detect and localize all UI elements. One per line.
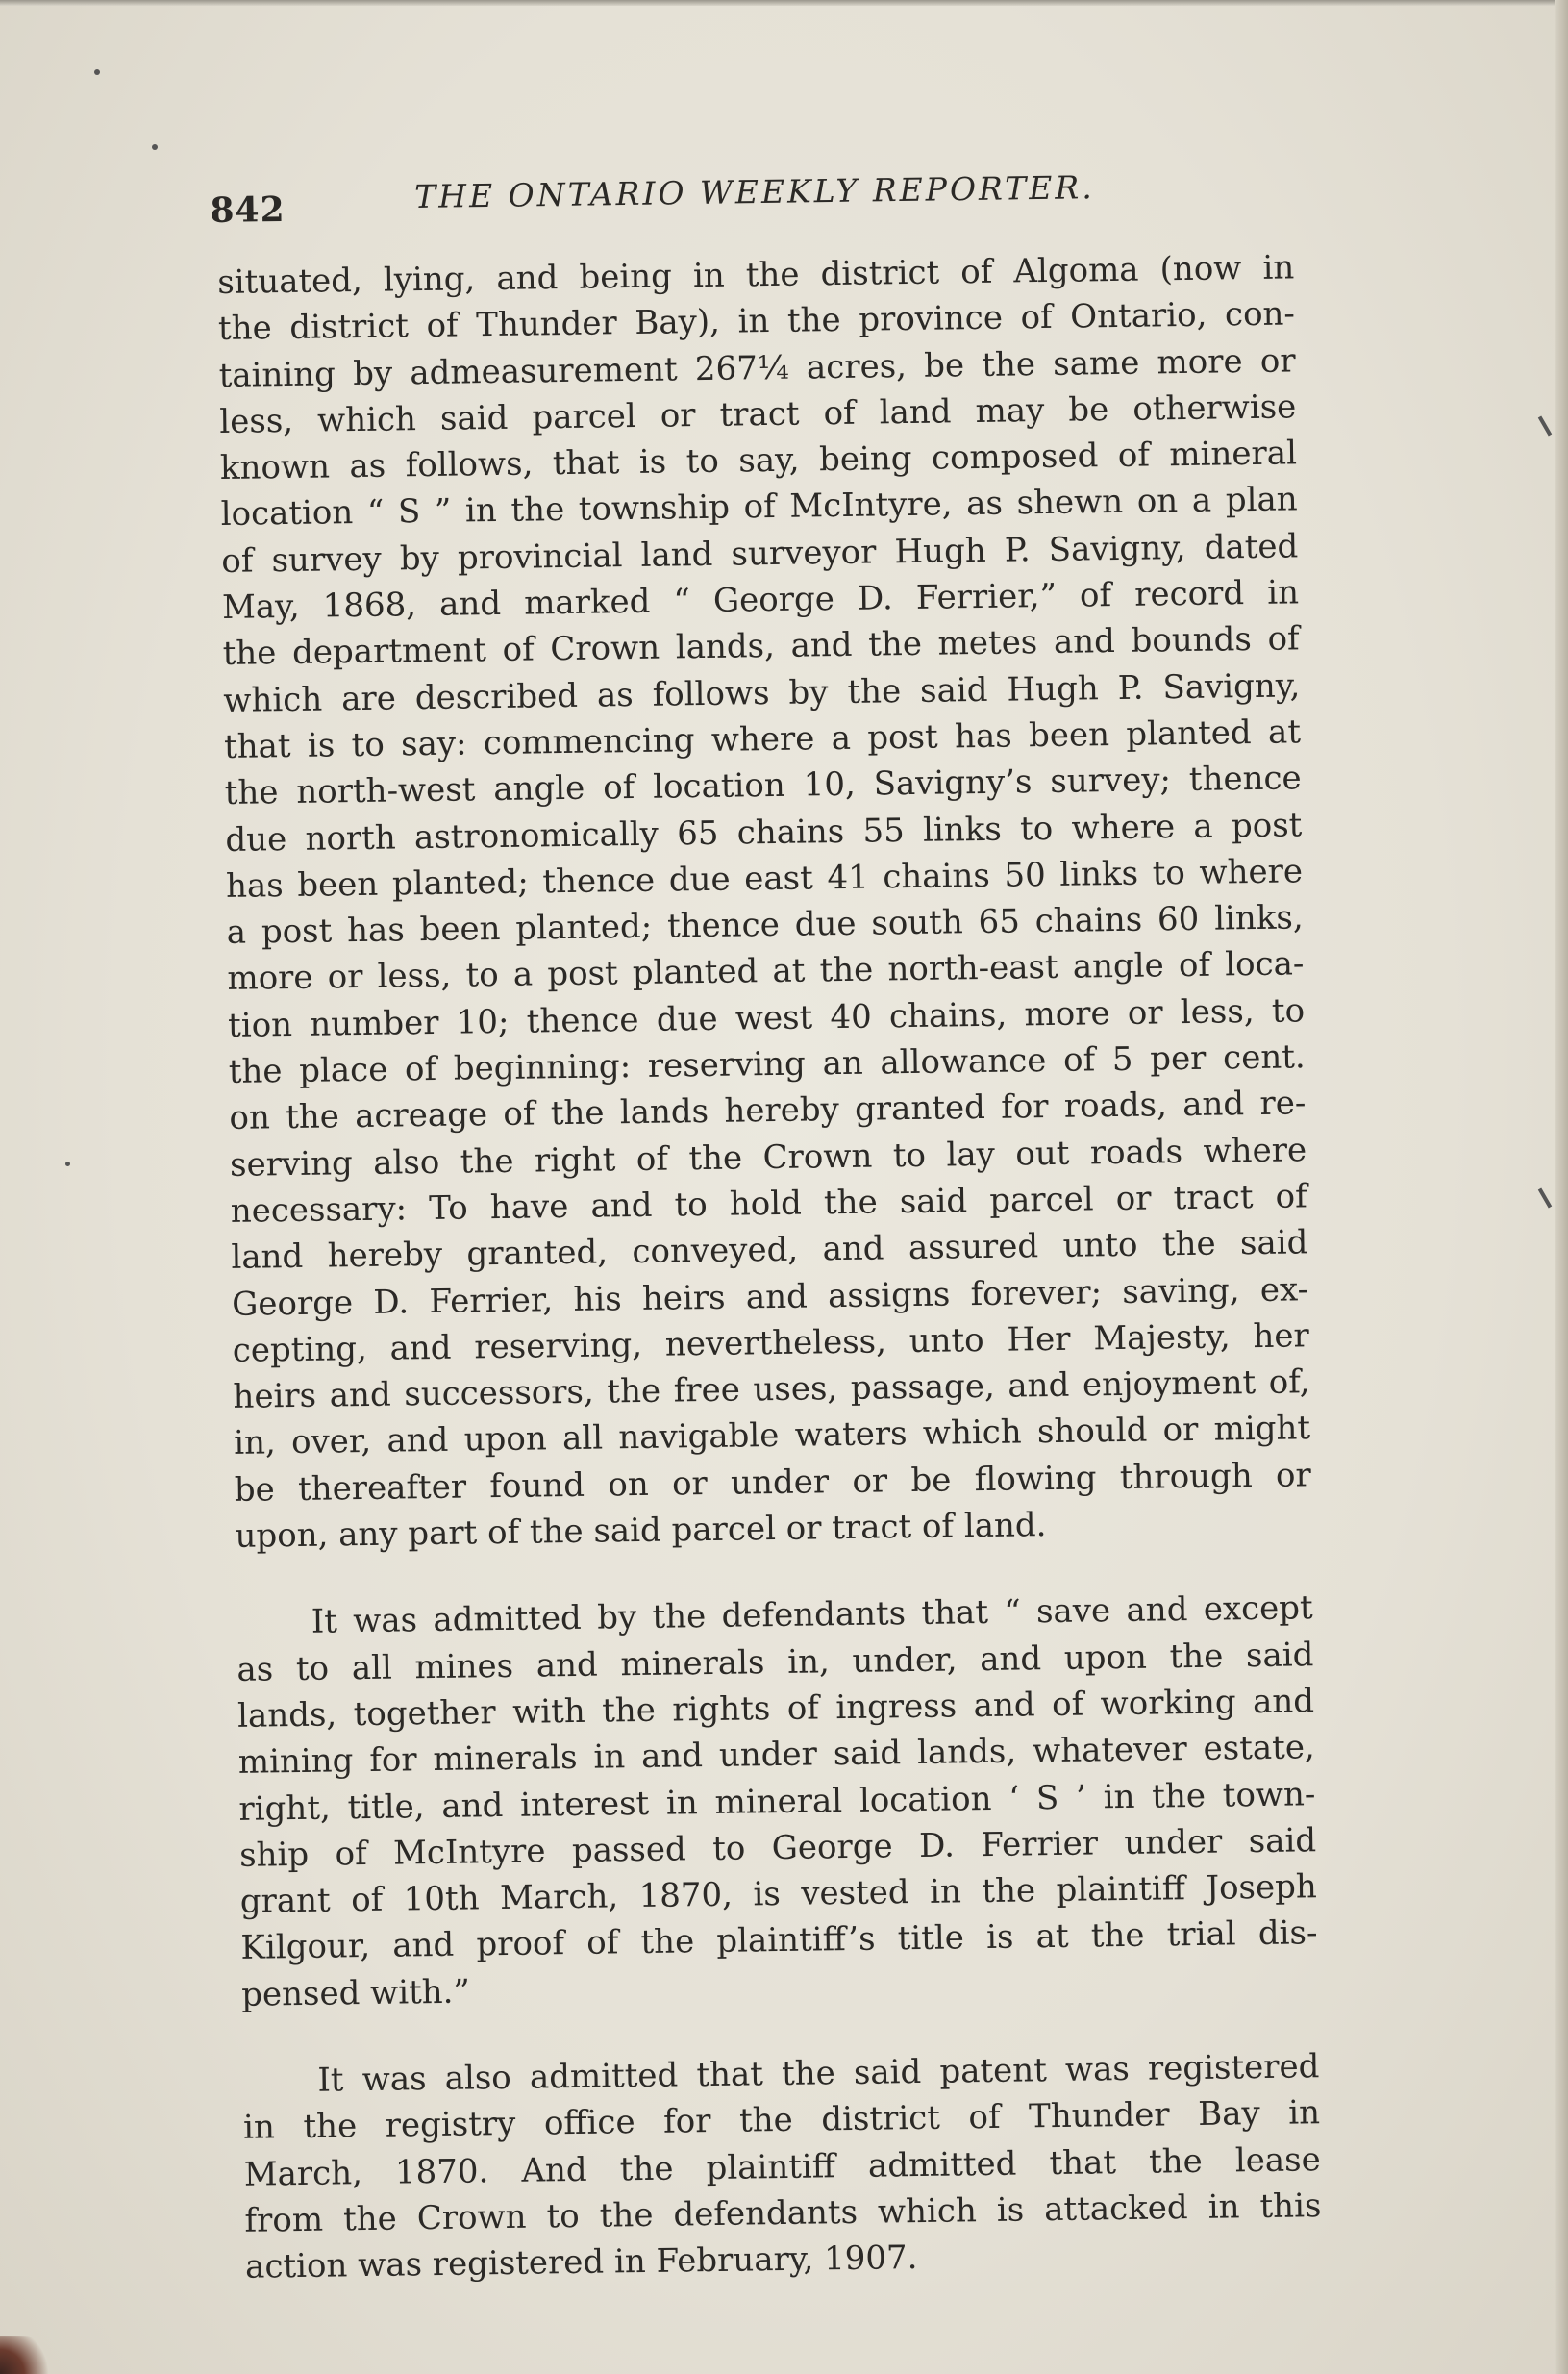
text-line: May, 1868, and marked “ George D. Ferrier,” of record in bbox=[221, 573, 1300, 628]
text-line: less, which said parcel or tract of land may be otherwise bbox=[219, 387, 1297, 441]
text-line: which are described as follows by the said Hugh P. Savigny, bbox=[223, 665, 1301, 720]
text-line: the department of Crown lands, and the metes and bounds of bbox=[222, 619, 1300, 674]
page-edge-mark bbox=[1538, 415, 1552, 436]
text-line: serving also the right of the Crown to lay out roads where bbox=[229, 1130, 1307, 1185]
text-line: known as follows, that is to say, being composed of mineral bbox=[219, 434, 1298, 488]
text-line: the district of Thunder Bay), in the province of Ontario, con- bbox=[217, 294, 1296, 349]
text-line: from the Crown to the defendants which is attacked in this bbox=[244, 2187, 1322, 2240]
body-text bbox=[217, 244, 1322, 2290]
ink-speck bbox=[152, 144, 158, 150]
text-line: mining for minerals in and under said lands, whatever estate, bbox=[237, 1728, 1315, 1783]
text-line: in the registry office for the district of Thunder Bay in bbox=[242, 2093, 1321, 2148]
text-line: action was registered in February, 1907. bbox=[244, 2238, 918, 2287]
ink-speck bbox=[94, 69, 100, 75]
ink-speck bbox=[65, 1162, 70, 1166]
text-line: grant of 10th March, 1870, is vested in the plaintiff Joseph bbox=[239, 1867, 1318, 1921]
text-line: cepting, and reserving, nevertheless, unto Her Majesty, her bbox=[232, 1316, 1310, 1370]
text-line: right, title, and interest in mineral location ‘ S ’ in the town- bbox=[238, 1774, 1316, 1829]
page-top-edge bbox=[0, 0, 1568, 6]
paragraph bbox=[217, 244, 1312, 1560]
text-line: land hereby granted, conveyed, and assured unto the said bbox=[231, 1223, 1308, 1278]
text-line: Kilgour, and proof of the plaintiff’s title is at the trial dis- bbox=[240, 1913, 1318, 1968]
text-line: situated, lying, and being in the district of Algoma (now in bbox=[217, 248, 1295, 302]
page-right-edge bbox=[1555, 0, 1568, 2374]
text-line: of survey by provincial land surveyor Hugh P. Savigny, dated bbox=[221, 527, 1299, 581]
text-line: tion number 10; thence due west 40 chains, more or less, to bbox=[227, 991, 1306, 1045]
text-line: more or less, to a post planted at the north-east angle of loca- bbox=[227, 944, 1305, 999]
page-edge-mark bbox=[1538, 1187, 1552, 1208]
text-line: the north-west angle of location 10, Savigny’s survey; thence bbox=[224, 759, 1302, 813]
text-line: in, over, and upon all navigable waters which should or might bbox=[233, 1409, 1311, 1463]
text-line: the place of beginning: reserving an allowance of 5 per cent. bbox=[228, 1037, 1306, 1091]
text-line: pensed with.” bbox=[240, 1972, 471, 2014]
text-line: that is to say: commencing where a post has been planted at bbox=[223, 712, 1302, 766]
text-line: be thereafter found on or under or be flowing through or bbox=[234, 1455, 1312, 1510]
text-line: heirs and successors, the free uses, passage, and enjoyment of, bbox=[233, 1362, 1310, 1417]
paragraph bbox=[242, 2043, 1322, 2290]
page-corner-shadow bbox=[0, 2336, 58, 2374]
text-line: It was also admitted that the said patent was registered bbox=[317, 2047, 1320, 2100]
running-title: THE ONTARIO WEEKLY REPORTER. bbox=[413, 168, 1095, 216]
text-line: upon, any part of the said parcel or tract of land. bbox=[235, 1506, 1047, 1556]
text-line: on the acreage of the lands hereby granted for roads, and re- bbox=[229, 1084, 1307, 1138]
page-number: 842 bbox=[210, 188, 286, 231]
text-line: as to all mines and minerals in, under, and upon the said bbox=[236, 1635, 1314, 1689]
text-line: George D. Ferrier, his heirs and assigns forever; saving, ex- bbox=[231, 1269, 1309, 1324]
text-line: lands, together with the rights of ingress and of working and bbox=[236, 1682, 1315, 1736]
text-line: ship of McIntyre passed to George D. Ferrier under said bbox=[238, 1820, 1317, 1875]
text-line: taining by admeasurement 267¼ acres, be the same more or bbox=[218, 340, 1296, 395]
text-line: due north astronomically 65 chains 55 links to where a post bbox=[225, 805, 1303, 860]
text-line: location “ S ” in the township of McIntyre, as shewn on a plan bbox=[220, 480, 1298, 535]
page-header bbox=[210, 168, 1095, 231]
text-line: has been planted; thence due east 41 chains 50 links to where bbox=[225, 852, 1304, 906]
text-line: March, 1870. And the plaintiff admitted that the lease bbox=[243, 2139, 1321, 2194]
text-line: It was admitted by the defendants that “ save and except bbox=[311, 1588, 1313, 1642]
paragraph bbox=[236, 1586, 1318, 2018]
text-line: necessary: To have and to hold the said parcel or tract of bbox=[230, 1177, 1307, 1231]
text-line: a post has been planted; thence due south 65 chains 60 links, bbox=[226, 898, 1304, 953]
